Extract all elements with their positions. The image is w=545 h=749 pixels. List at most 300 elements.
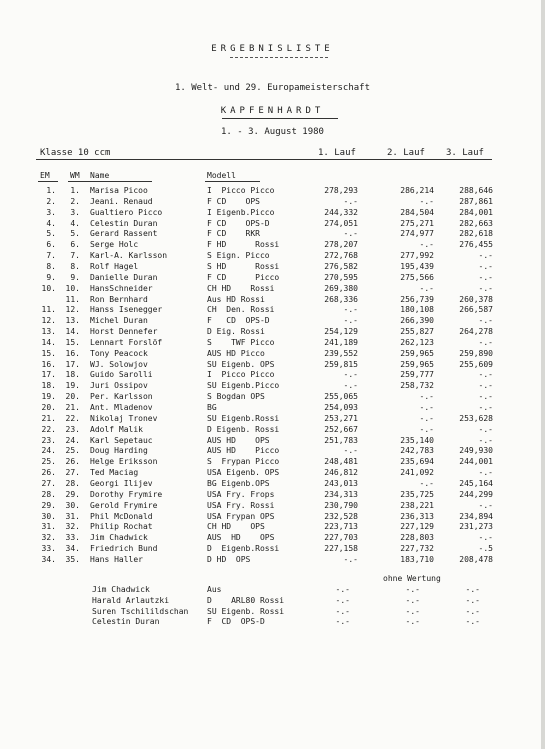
driver-name: Lennart Forslöf [90,337,163,347]
lauf3-time: 264,278 [459,327,493,336]
car-model: D Eigenb. Rossi [207,424,280,434]
lauf3-time: -.- [465,606,480,616]
car-model: CH HD Rossi [207,283,275,293]
lauf1-time: 269,380 [324,283,358,293]
driver-name: Ted Maciag [90,468,139,478]
driver-name: Gualtiero Picco [90,207,163,217]
lauf3-time: 249,930 [459,446,493,456]
lauf1-time: -.- [335,606,350,616]
lauf2-time: 255,827 [400,327,434,336]
lauf1-time: 272,768 [324,251,358,261]
car-model: SU Eigenb.Picco [207,381,280,391]
lauf3-time: -.- [465,585,480,594]
lauf2-time: 259,777 [400,370,434,380]
lauf3-time: -.- [478,272,493,282]
lauf1-time: -.- [343,370,358,380]
car-model: F CD OPS [207,196,260,206]
car-model: BG [207,403,217,412]
em-rank: 15. [41,348,56,358]
lauf2-time: -.- [419,403,434,412]
lauf3-time: 266,587 [459,305,493,315]
result-row [0,490,545,500]
wm-rank: 13. [65,316,80,326]
result-row [0,381,545,391]
lauf2-time: 274,977 [400,229,434,239]
lauf3-time: -.- [478,381,493,391]
wm-rank: 6. [70,240,80,250]
wm-rank: 15. [65,337,80,347]
em-rank: 12. [41,316,56,326]
car-model: S Eign. Picco [207,251,270,261]
lauf3-time: -.- [478,251,493,261]
car-model: AUS HD OPS [207,435,270,445]
result-row [0,425,545,435]
wm-rank: 18. [65,370,80,380]
driver-name: Marisa Picoo [90,186,148,195]
em-rank: 22. [41,424,56,434]
car-model: USA Eigenb. OPS [207,468,280,478]
lauf2-time: 195,439 [400,261,434,271]
lauf3-time: -.- [478,403,493,412]
lauf1-time: -.- [343,554,358,564]
car-model: F CD Picco [207,272,280,282]
lauf3-time: -.- [478,283,493,293]
car-model: BG Eigenb.OPS [207,478,270,488]
lauf2-time: 238,221 [400,500,434,510]
driver-name: Karl Sepetauc [90,435,153,445]
driver-name: Jim Chadwick [92,585,150,594]
lauf3-time: 253,628 [459,413,493,423]
car-model: D Eig. Rossi [207,327,265,336]
lauf3-time: 208,478 [459,554,493,564]
wm-rank: 20. [65,392,80,402]
lauf2-time: 256,739 [400,294,434,304]
lauf2-time: 262,123 [400,337,434,347]
em-rank: 24. [41,446,56,456]
lauf2-time: 284,504 [400,207,434,217]
lauf1-time: 246,812 [324,468,358,478]
wm-rank: 24. [65,435,80,445]
lauf2-time: -.- [405,617,420,627]
em-header-underline [38,181,58,182]
wm-rank: 23. [65,424,80,434]
lauf3-time: 255,609 [459,359,493,369]
lauf1-time: 227,703 [324,533,358,543]
lauf3-time: -.- [478,337,493,347]
em-rank: 3. [46,207,56,217]
car-model: S TWF Picco [207,337,275,347]
lauf2-time: 180,108 [400,305,434,315]
lauf1-time: -.- [335,595,350,605]
car-model: D HD OPS [207,554,251,564]
lauf2-time: 227,732 [400,544,434,553]
col-name-header: Name [90,171,110,180]
lauf3-time: -.- [478,261,493,271]
lauf3-time: 244,001 [459,457,493,467]
championship-subtitle: 1. Welt- und 29. Europameisterschaft [174,83,371,93]
wm-rank: 32. [65,522,80,532]
lauf1-time: 274,051 [324,218,358,228]
em-rank: 5. [46,229,56,239]
lauf1-time: 223,713 [324,522,358,532]
result-row [0,360,545,370]
em-rank: 27. [41,478,56,488]
unranked-row [0,607,545,617]
wm-rank: 14. [65,327,80,336]
driver-name: Rolf Hagel [90,261,139,271]
car-model: USA Frypan OPS [207,511,275,521]
driver-name: Celestin Duran [92,617,160,627]
wm-rank: 3. [70,207,80,217]
result-row [0,338,545,348]
result-row [0,446,545,456]
location-heading: KAPFENHARDT [220,106,325,116]
result-row [0,436,545,446]
result-row [0,512,545,522]
lauf2-time: 228,803 [400,533,434,543]
result-row [0,262,545,272]
wm-rank: 9. [70,272,80,282]
result-row [0,229,545,239]
car-model: Aus HD Rossi [207,294,265,304]
wm-rank: 5. [70,229,80,239]
em-rank: 16. [41,359,56,369]
car-model: I Picco Picco [207,370,275,380]
em-rank: 17. [41,370,56,380]
car-model: SU Eigenb. OPS [207,359,275,369]
em-rank: 33. [41,544,56,553]
lauf1-time: -.- [335,585,350,594]
wm-rank: 17. [65,359,80,369]
driver-name: Phil McDonald [90,511,153,521]
driver-name: Harald Arlautzki [92,595,170,605]
driver-name: Friedrich Bund [90,544,158,553]
lauf1-time: 254,093 [324,403,358,412]
lauf2-time: 242,783 [400,446,434,456]
lauf1-time: 276,582 [324,261,358,271]
driver-name: Georgi Ilijev [90,478,153,488]
lauf3-time: 284,001 [459,207,493,217]
wm-rank: 16. [65,348,80,358]
wm-rank: 4. [70,218,80,228]
lauf2-time: 275,566 [400,272,434,282]
result-row [0,392,545,402]
lauf3-time: -.- [478,392,493,402]
em-rank: 25. [41,457,56,467]
car-model: D ARL80 Rossi [207,595,285,605]
lauf1-time: -.- [343,305,358,315]
driver-name: Hanss Isenegger [90,305,163,315]
car-model: AUS HD OPS [207,533,275,543]
lauf2-time: 258,732 [400,381,434,391]
car-model: S Bogdan OPS [207,392,265,402]
lauf2-time: -.- [405,595,420,605]
lauf1-time: 244,332 [324,207,358,217]
col-modell-header: Modell [207,171,236,180]
result-row [0,197,545,207]
car-model: F CD OPS-D [207,218,270,228]
driver-name: WJ. Solowjov [90,359,148,369]
date-range: 1. - 3. August 1980 [221,127,324,137]
location-underline [222,118,338,119]
em-rank: 21. [41,413,56,423]
unranked-row [0,617,545,627]
result-row [0,501,545,511]
lauf2-time: -.- [405,585,420,594]
lauf3-time: -.- [465,617,480,627]
lauf2-time: -.- [419,424,434,434]
wm-rank: 19. [65,381,80,391]
lauf2-time: 259,965 [400,359,434,369]
wm-rank: 31. [65,511,80,521]
lauf1-time: 278,293 [324,186,358,195]
lauf3-time: 234,894 [459,511,493,521]
lauf1-time: 234,313 [324,489,358,499]
lauf2-time: 235,140 [400,435,434,445]
unranked-row [0,596,545,606]
result-row [0,208,545,218]
class-label: Klasse 10 ccm [40,148,111,158]
lauf2-time: -.- [419,240,434,250]
result-row [0,403,545,413]
lauf3-time: 282,663 [459,218,493,228]
lauf3-time: -.- [478,468,493,478]
driver-name: Karl-A. Karlsson [90,251,168,261]
em-rank: 30. [41,511,56,521]
wm-rank: 1. [70,186,80,195]
result-row [0,479,545,489]
lauf3-time: 276,455 [459,240,493,250]
ohne-wertung-label: ohne Wertung [383,574,441,583]
name-header-underline [68,181,152,182]
lauf3-time: -.- [478,500,493,510]
em-rank: 4. [46,218,56,228]
driver-name: Jim Chadwick [90,533,148,543]
car-model: CH Den. Rossi [207,305,275,315]
lauf1-time: -.- [343,229,358,239]
car-model: AUS HD Picco [207,348,265,358]
lauf1-time: -.- [343,196,358,206]
lauf1-time: 278,207 [324,240,358,250]
result-row [0,240,545,250]
driver-name: Gerold Frymire [90,500,158,510]
lauf2-time: -.- [419,283,434,293]
lauf1-time: 270,595 [324,272,358,282]
em-rank: 26. [41,468,56,478]
lauf3-time: 231,273 [459,522,493,532]
em-rank: 8. [46,261,56,271]
driver-name: Gerard Rassent [90,229,158,239]
car-model: I Eigenb.Picco [207,207,275,217]
car-model: D Eigenb.Rossi [207,544,280,553]
car-model: S Frypan Picco [207,457,280,467]
em-rank: 13. [41,327,56,336]
driver-name: Per. Karlsson [90,392,153,402]
lauf1-time: 243,013 [324,478,358,488]
lauf3-time: -.- [478,316,493,326]
result-row [0,186,545,196]
wm-rank: 12. [65,305,80,315]
car-model: SU Eigenb.Rossi [207,413,280,423]
result-row [0,522,545,532]
driver-name: Ron Bernhard [90,294,148,304]
driver-name: Juri Ossipov [90,381,148,391]
car-model: SU Eigenb. Rossi [207,606,285,616]
result-row [0,316,545,326]
lauf2-time: -.- [419,413,434,423]
driver-name: Michel Duran [90,316,148,326]
lauf2-time: 235,694 [400,457,434,467]
lauf1-time: 241,189 [324,337,358,347]
lauf3-time: -.- [478,424,493,434]
lauf2-time: 241,092 [400,468,434,478]
wm-rank: 30. [65,500,80,510]
result-row [0,251,545,261]
em-rank: 11. [41,305,56,315]
driver-name: Guido Sarolli [90,370,153,380]
lauf3-time: 287,861 [459,196,493,206]
result-row [0,544,545,554]
lauf1-time: -.- [335,617,350,627]
col-em-header: EM [40,171,50,180]
driver-name: Tony Peacock [90,348,148,358]
wm-rank: 10. [65,283,80,293]
driver-name: HansSchneider [90,283,153,293]
lauf3-time: 259,890 [459,348,493,358]
lauf2-time: -.- [419,196,434,206]
wm-rank: 33. [65,533,80,543]
lauf2-time: 275,271 [400,218,434,228]
em-rank: 23. [41,435,56,445]
col-wm-header: WM [70,171,80,180]
lauf3-time: -.- [478,435,493,445]
lauf3-time: 244,299 [459,489,493,499]
result-row [0,219,545,229]
lauf1-time: 227,158 [324,544,358,553]
driver-name: Nikolaj Tronev [90,413,158,423]
lauf2-time: 259,965 [400,348,434,358]
result-row [0,273,545,283]
em-rank: 14. [41,337,56,347]
document-title: ERGEBNISLISTE [211,44,334,54]
lauf2-header: 2. Lauf [387,148,425,158]
class-underline [36,159,492,160]
car-model: F CD OPS-D [207,316,270,326]
lauf2-time: 286,214 [400,186,434,195]
em-rank: 32. [41,533,56,543]
lauf1-header: 1. Lauf [318,148,356,158]
lauf1-time: 248,481 [324,457,358,467]
driver-name: Adolf Malik [90,424,143,434]
result-row [0,468,545,478]
lauf2-time: 266,390 [400,316,434,326]
driver-name: Danielle Duran [90,272,158,282]
lauf1-time: -.- [343,316,358,326]
driver-name: Helge Eriksson [90,457,158,467]
em-rank: 1. [46,186,56,195]
wm-rank: 27. [65,468,80,478]
lauf1-time: 254,129 [324,327,358,336]
lauf2-time: -.- [419,478,434,488]
driver-name: Philip Rochat [90,522,153,532]
result-row [0,414,545,424]
wm-rank: 28. [65,478,80,488]
driver-name: Horst Dennefer [90,327,158,336]
lauf1-time: 255,065 [324,392,358,402]
em-rank: 28. [41,489,56,499]
lauf2-time: 235,725 [400,489,434,499]
wm-rank: 34. [65,544,80,553]
result-row [0,327,545,337]
car-model: F CD OPS-D [207,617,265,627]
lauf1-time: 232,528 [324,511,358,521]
lauf1-time: 252,667 [324,424,358,434]
lauf2-time: -.- [419,392,434,402]
result-row [0,457,545,467]
wm-rank: 11. [65,294,80,304]
wm-rank: 22. [65,413,80,423]
lauf2-time: -.- [405,606,420,616]
driver-name: Doug Harding [90,446,148,456]
driver-name: Hans Haller [90,554,143,564]
lauf3-time: -.- [465,595,480,605]
lauf1-time: 239,552 [324,348,358,358]
driver-name: Jeani. Renaud [90,196,153,206]
result-row [0,533,545,543]
lauf3-time: 245,164 [459,478,493,488]
em-rank: 31. [41,522,56,532]
car-model: AUS HD Picco [207,446,280,456]
lauf3-time: -.5 [478,544,493,553]
result-row [0,284,545,294]
em-rank: 2. [46,196,56,206]
lauf1-time: 268,336 [324,294,358,304]
driver-name: Suren Tschilildschan [92,606,189,616]
em-rank: 7. [46,251,56,261]
unranked-row [0,585,545,595]
modell-header-underline [205,181,260,182]
car-model: USA Fry. Frops [207,489,275,499]
wm-rank: 35. [65,554,80,564]
em-rank: 10. [41,283,56,293]
lauf2-time: 183,710 [400,554,434,564]
car-model: CH HD OPS [207,522,265,532]
car-model: F HD Rossi [207,240,280,250]
wm-rank: 21. [65,403,80,412]
em-rank: 9. [46,272,56,282]
car-model: USA Fry. Rossi [207,500,275,510]
driver-name: Dorothy Frymire [90,489,163,499]
lauf3-time: -.- [478,370,493,380]
car-model: F CD RKR [207,229,260,239]
lauf1-time: 253,271 [324,413,358,423]
result-row [0,349,545,359]
em-rank: 18. [41,381,56,391]
lauf3-time: -.- [478,533,493,543]
result-row [0,370,545,380]
em-rank: 34. [41,554,56,564]
lauf3-time: 288,646 [459,186,493,195]
lauf2-time: 236,313 [400,511,434,521]
lauf3-header: 3. Lauf [446,148,484,158]
car-model: S HD Rossi [207,261,280,271]
result-row [0,555,545,565]
driver-name: Serge Holc [90,240,139,250]
em-rank: 20. [41,403,56,412]
title-underline [230,57,328,58]
lauf3-time: 282,618 [459,229,493,239]
lauf1-time: 259,815 [324,359,358,369]
